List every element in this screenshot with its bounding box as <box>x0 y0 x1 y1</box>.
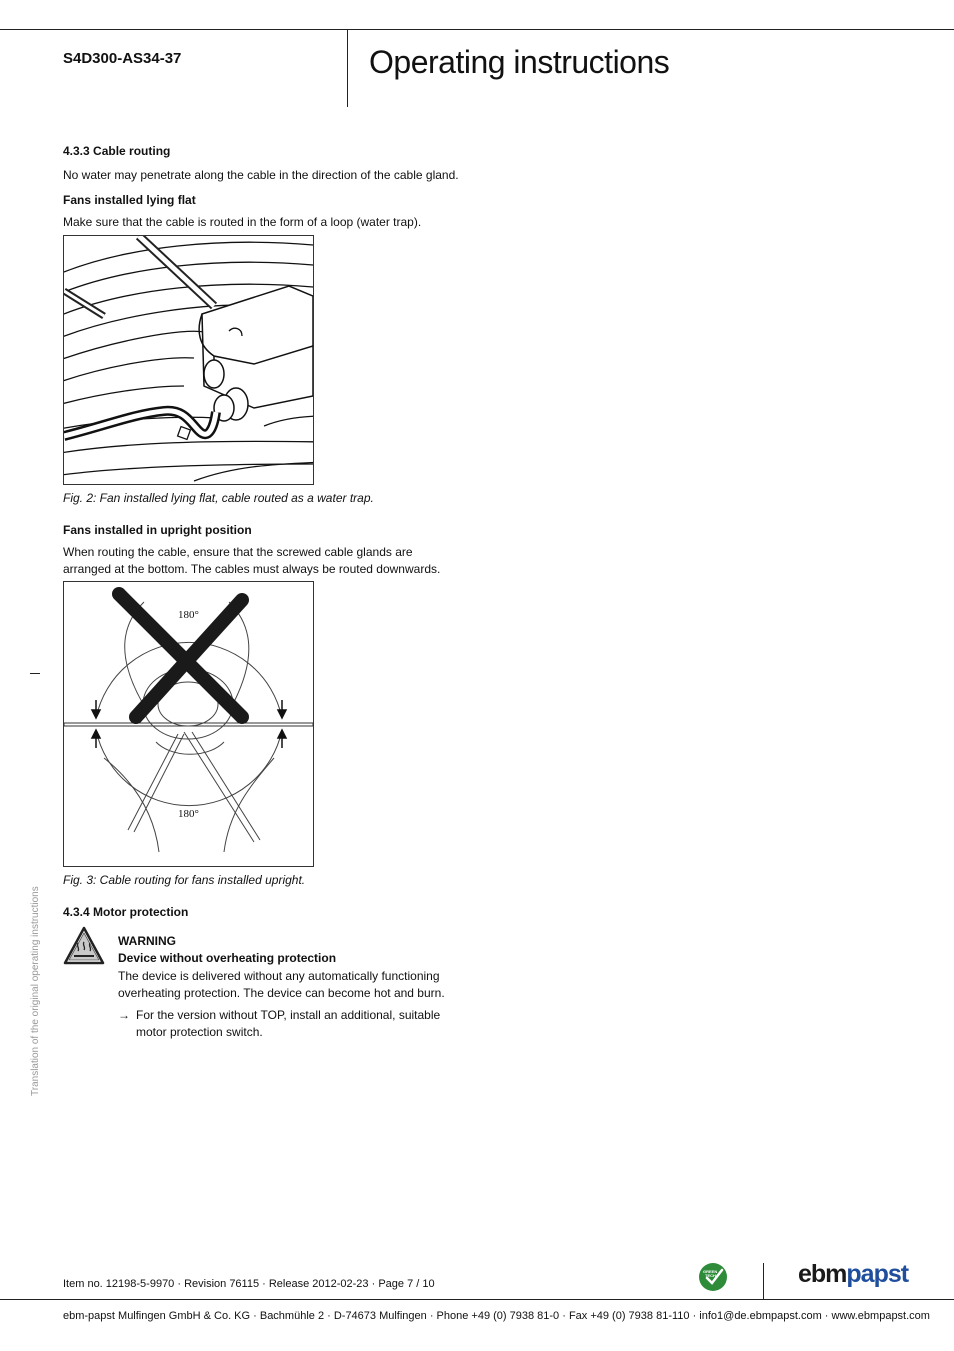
green-tech-badge-icon <box>698 1262 728 1292</box>
warning-title: Device without overheating protection <box>118 951 337 965</box>
action-text-line-2: motor protection switch. <box>136 1025 263 1039</box>
model-number: S4D300-AS34-37 <box>63 50 182 67</box>
logo-part-papst: papst <box>846 1260 909 1288</box>
warning-text-line-2: overheating protection. The device can become hot and burn. <box>118 986 445 1000</box>
action-arrow-icon: → <box>118 1008 130 1022</box>
upright-heading: Fans installed in upright position <box>63 523 252 537</box>
fan-upright-cable-routing-illustration <box>64 582 313 866</box>
figure-fan-lying-flat <box>63 235 314 485</box>
ebmpapst-logo <box>798 1260 908 1289</box>
header-top-rule <box>0 29 954 30</box>
angle-label-bottom: 180° <box>178 808 199 820</box>
action-text-line-1: For the version without TOP, install an additional, suitable <box>136 1008 441 1022</box>
margin-tick-mark <box>30 673 40 674</box>
figure-3-caption: Fig. 3: Cable routing for fans installed upright. <box>63 873 306 887</box>
figure-2-caption: Fig. 2: Fan installed lying flat, cable routed as a water trap. <box>63 491 374 505</box>
document-title: Operating instructions <box>369 44 670 80</box>
upright-text-line-2: arranged at the bottom. The cables must always be routed downwards. <box>63 562 441 576</box>
header-divider <box>347 30 348 107</box>
hot-surface-warning-icon <box>63 926 105 966</box>
warning-label: WARNING <box>118 934 176 948</box>
upright-text-line-1: When routing the cable, ensure that the screwed cable glands are <box>63 545 413 559</box>
green-badge-text-2: TECH <box>705 1273 716 1278</box>
flat-heading: Fans installed lying flat <box>63 193 196 207</box>
footer-rule <box>0 1299 954 1300</box>
section-heading-cable-routing: 4.3.3 Cable routing <box>63 144 171 158</box>
warning-text-line-1: The device is delivered without any automatically functioning <box>118 969 440 983</box>
section-heading-motor-protection: 4.3.4 Motor protection <box>63 905 189 919</box>
sidebar-translation-note: Translation of the original operating instructions <box>30 886 41 1096</box>
logo-part-ebm: ebm <box>798 1260 847 1288</box>
green-badge-text-1: GREEN <box>703 1269 718 1274</box>
cable-routing-intro: No water may penetrate along the cable in the direction of the cable gland. <box>63 168 459 182</box>
fan-water-trap-illustration <box>64 236 313 484</box>
footer-company-line: ebm-papst Mulfingen GmbH & Co. KG · Bachmühle 2 · D-74673 Mulfingen · Phone +49 (0) 7938 81-0 · Fax +49 (0) 7938 81-110 · info1@de.ebmpapst.com · www.ebmpapst.com <box>63 1310 930 1322</box>
angle-label-top: 180° <box>178 609 199 621</box>
figure-fan-upright <box>63 581 314 867</box>
footer-logo-divider <box>763 1263 764 1299</box>
footer-item-line: Item no. 12198-5-9970 · Revision 76115 · Release 2012-02-23 · Page 7 / 10 <box>63 1278 435 1290</box>
flat-text: Make sure that the cable is routed in the form of a loop (water trap). <box>63 215 422 229</box>
